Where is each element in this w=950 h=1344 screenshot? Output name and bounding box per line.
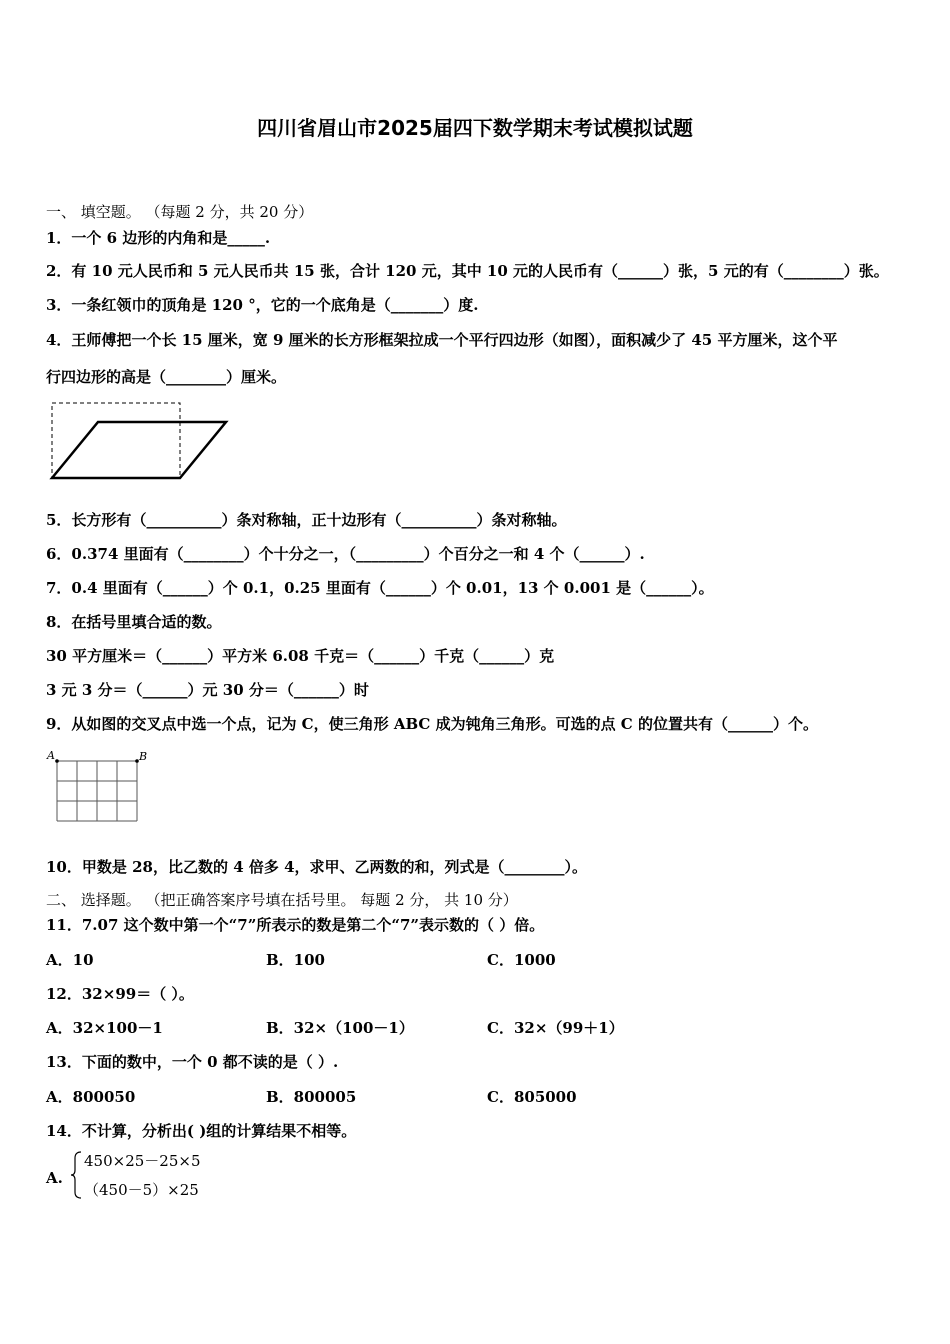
q12-option-a: A．32×100－1	[46, 1019, 163, 1037]
q13-option-b: B．800005	[266, 1088, 357, 1106]
question-13: 13．下面的数中，一个 0 都不读的是（ ）.	[46, 1053, 339, 1071]
question-5: 5．长方形有（__________）条对称轴，正十边形有（__________）条对称轴。	[46, 511, 567, 529]
grid-label-a: A	[47, 749, 55, 762]
q14-option-a-line-2: （450－5）×25	[84, 1181, 199, 1199]
question-10: 10．甲数是 28，比乙数的 4 倍多 4，求甲、乙两数的和，列式是（________）。	[46, 858, 588, 876]
q12-option-b: B．32×（100－1）	[266, 1019, 414, 1037]
question-7: 7．0.4 里面有（______）个 0.1，0.25 里面有（______）个 0.01，13 个 0.001 是（______）。	[46, 579, 714, 597]
q11-option-a: A．10	[46, 951, 94, 969]
question-8: 8．在括号里填合适的数。	[46, 613, 222, 631]
section-2-heading: 二、 选择题。 （把正确答案序号填在括号里。 每题 2 分， 共 10 分）	[46, 891, 518, 909]
question-6: 6．0.374 里面有（________）个十分之一，（_________）个百分之一和 4 个（______）.	[46, 545, 645, 563]
question-11: 11．7.07 这个数中第一个“7”所表示的数是第二个“7”表示数的（ ）倍。	[46, 916, 545, 934]
section-1-heading: 一、 填空题。 （每题 2 分，共 20 分）	[46, 203, 314, 221]
page-title: 四川省眉山市2025届四下数学期末考试模拟试题	[257, 116, 693, 140]
question-12: 12．32×99＝（ ）。	[46, 985, 194, 1003]
q14-option-a-label: A.	[46, 1169, 63, 1187]
q13-option-c: C．805000	[487, 1088, 577, 1106]
question-4-line-2: 行四边形的高是（________）厘米。	[46, 368, 287, 386]
parallelogram-figure	[44, 398, 234, 484]
q13-option-a: A．800050	[46, 1088, 136, 1106]
question-3: 3．一条红领巾的顶角是 120 °，它的一个底角是（_______）度.	[46, 296, 479, 314]
grid-label-b: B	[139, 750, 148, 763]
question-4-line-1: 4．王师傅把一个长 15 厘米，宽 9 厘米的长方形框架拉成一个平行四边形（如图），面积减少了 45 平方厘米，这个平	[46, 331, 838, 349]
q12-option-c: C．32×（99＋1）	[487, 1019, 624, 1037]
q11-option-b: B．100	[266, 951, 325, 969]
question-9: 9．从如图的交叉点中选一个点，记为 C，使三角形 ABC 成为钝角三角形。可选的点 C 的位置共有（______）个。	[46, 715, 818, 733]
question-8-line-1: 30 平方厘米＝（______）平方米 6.08 千克＝（______）千克（______）克	[46, 647, 555, 665]
grid-figure	[44, 746, 156, 826]
brace-icon	[70, 1150, 84, 1200]
q14-option-a-line-1: 450×25－25×5	[84, 1152, 201, 1170]
question-14: 14．不计算，分析出( )组的计算结果不相等。	[46, 1122, 357, 1140]
question-2: 2．有 10 元人民币和 5 元人民币共 15 张，合计 120 元，其中 10 元的人民币有（______）张，5 元的有（________）张。	[46, 262, 889, 280]
q11-option-c: C．1000	[487, 951, 556, 969]
question-8-line-2: 3 元 3 分＝（______）元 30 分＝（______）时	[46, 681, 369, 699]
question-1: 1．一个 6 边形的内角和是_____.	[46, 229, 271, 247]
